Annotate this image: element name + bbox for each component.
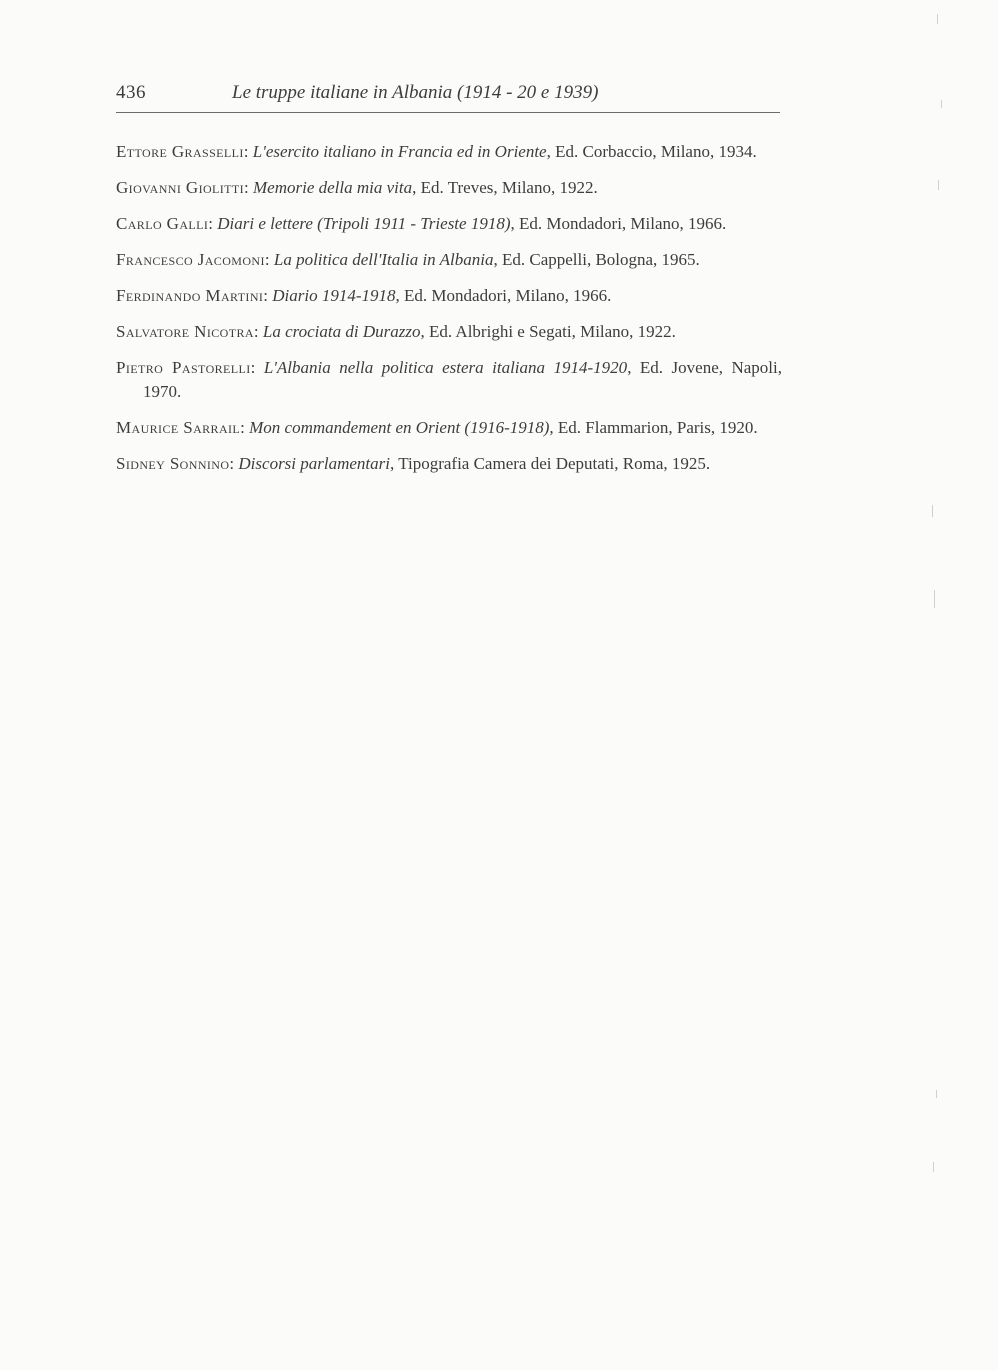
entry-publication-details: , Tipografia Camera dei Deputati, Roma, 1925. <box>390 454 711 473</box>
entry-title: Mon commandement en Orient (1916-1918) <box>249 418 550 437</box>
entry-title: Diario 1914-1918 <box>272 286 396 305</box>
entry-publication-details: , Ed. Treves, Milano, 1922. <box>412 178 598 197</box>
entry-publication-details: , Ed. Corbaccio, Milano, 1934. <box>546 142 757 161</box>
running-title: Le truppe italiane in Albania (1914 - 20 e 1939) <box>232 82 599 103</box>
entry-author: Carlo Galli <box>116 214 209 233</box>
entry-title: La politica dell'Italia in Albania <box>273 250 494 269</box>
entry-title: Diari e lettere (Tripoli 1911 - Trieste 1918) <box>217 214 511 233</box>
entry-author: Ettore Grasselli <box>116 142 244 161</box>
bibliography-list <box>116 140 782 488</box>
entry-publication-details: , Ed. Mondadori, Milano, 1966. <box>510 214 727 233</box>
entry-author: Ferdinando Martini <box>116 286 264 305</box>
bibliography-entry: Ferdinando Martini: Diario 1914-1918, Ed. Mondadori, Milano, 1966. <box>116 286 612 305</box>
bibliography-entry: Francesco Jacomoni: La politica dell'Italia in Albania, Ed. Cappelli, Bologna, 1965. <box>116 250 700 269</box>
entry-title: L'esercito italiano in Francia ed in Oriente <box>252 142 547 161</box>
entry-author: Sidney Sonnino <box>116 454 230 473</box>
entry-title: L'Albania nella politica estera italiana 1914-1920 <box>263 358 628 377</box>
entry-author: Giovanni Giolitti <box>116 178 245 197</box>
entry-author: Pietro Pastorelli <box>116 358 251 377</box>
scan-speck <box>937 14 938 24</box>
bibliography-entry: Sidney Sonnino: Discorsi parlamentari, Tipografia Camera dei Deputati, Roma, 1925. <box>116 454 711 473</box>
entry-author: Salvatore Nicotra <box>116 322 254 341</box>
bibliography-entry: Maurice Sarrail: Mon commandement en Orient (1916-1918), Ed. Flammarion, Paris, 1920. <box>116 418 758 437</box>
scan-speck <box>936 1090 937 1098</box>
entry-title: Memorie della mia vita <box>253 178 413 197</box>
page-header <box>116 82 780 116</box>
entry-publication-details: , Ed. Jovene, Napoli, 1970. <box>143 358 782 401</box>
bibliography-entry: Pietro Pastorelli: L'Albania nella politica estera italiana 1914-1920, Ed. Jovene, Napoli, 1970. <box>116 358 782 401</box>
entry-publication-details: , Ed. Flammarion, Paris, 1920. <box>549 418 758 437</box>
header-rule <box>116 112 780 113</box>
entry-title: Discorsi parlamentari <box>238 454 390 473</box>
entry-author: Francesco Jacomoni <box>116 250 265 269</box>
scan-speck <box>933 1162 934 1172</box>
scan-speck <box>934 590 935 608</box>
scan-speck <box>938 180 939 190</box>
entry-author: Maurice Sarrail <box>116 418 241 437</box>
entry-title: La crociata di Durazzo <box>262 322 421 341</box>
bibliography-entry: Salvatore Nicotra: La crociata di Durazzo, Ed. Albrighi e Segati, Milano, 1922. <box>116 322 676 341</box>
scan-speck <box>941 100 942 108</box>
bibliography-entry: Ettore Grasselli: L'esercito italiano in Francia ed in Oriente, Ed. Corbaccio, Milano, 1934. <box>116 142 757 161</box>
entry-publication-details: , Ed. Cappelli, Bologna, 1965. <box>493 250 700 269</box>
scan-speck <box>932 505 933 517</box>
bibliography-entry: Carlo Galli: Diari e lettere (Tripoli 1911 - Trieste 1918), Ed. Mondadori, Milano, 1966. <box>116 214 727 233</box>
entry-publication-details: , Ed. Albrighi e Segati, Milano, 1922. <box>420 322 676 341</box>
bibliography-entry: Giovanni Giolitti: Memorie della mia vita, Ed. Treves, Milano, 1922. <box>116 178 598 197</box>
page-number: 436 <box>116 82 146 103</box>
entry-publication-details: , Ed. Mondadori, Milano, 1966. <box>395 286 612 305</box>
